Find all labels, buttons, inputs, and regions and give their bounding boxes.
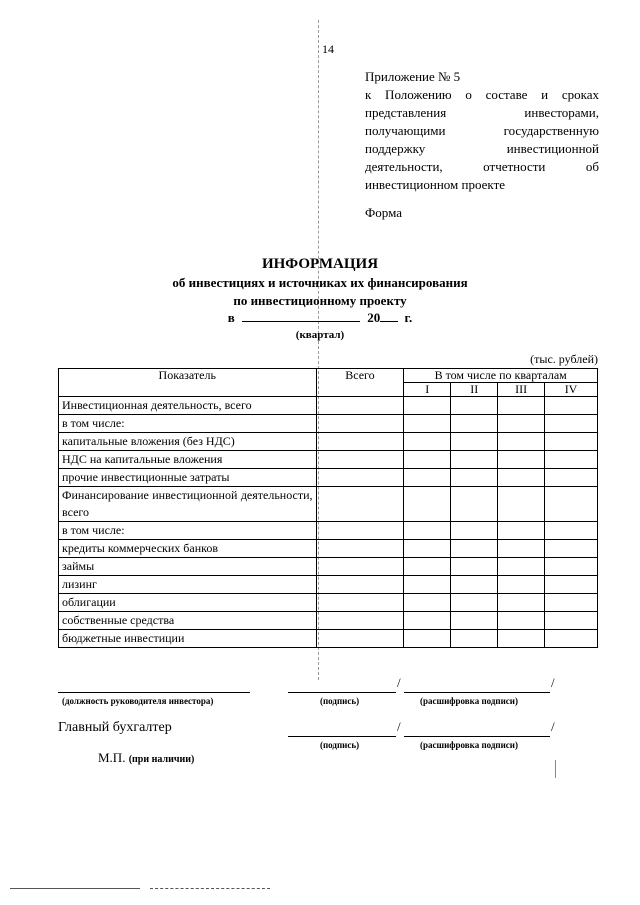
document-title: ИНФОРМАЦИЯ (261, 256, 379, 272)
appendix-line: представления инвесторами, (365, 105, 599, 120)
table-row (59, 594, 598, 612)
appendix-reference (365, 68, 599, 194)
cell-q2[interactable] (451, 522, 498, 540)
cell-q2[interactable] (451, 397, 498, 415)
row-label: облигации (59, 594, 317, 612)
chief-accountant-label: Главный бухгалтер (58, 720, 172, 735)
table-row (59, 433, 598, 451)
cell-q4[interactable] (545, 487, 598, 522)
header-total: Всего (316, 369, 404, 397)
chief-signature-separator: / (397, 719, 401, 734)
cell-total[interactable] (316, 540, 404, 558)
cell-q2[interactable] (451, 415, 498, 433)
chief-signature-caption: (подпись) (320, 740, 360, 750)
cell-q1[interactable] (404, 415, 451, 433)
quarter-blank-field[interactable] (242, 310, 360, 322)
cell-q3[interactable] (498, 397, 545, 415)
cell-q2[interactable] (451, 487, 498, 522)
cell-q4[interactable] (545, 451, 598, 469)
cell-q3[interactable] (498, 522, 545, 540)
table-row (59, 630, 598, 648)
cell-q2[interactable] (451, 451, 498, 469)
document-subtitle-project: по инвестиционному проекту (233, 293, 407, 308)
row-label: бюджетные инвестиции (59, 630, 317, 648)
cell-q4[interactable] (545, 415, 598, 433)
cell-q2[interactable] (451, 612, 498, 630)
cell-q4[interactable] (545, 558, 598, 576)
cell-total[interactable] (316, 469, 404, 487)
bottom-scan-edge (10, 888, 140, 889)
cell-q1[interactable] (404, 612, 451, 630)
cell-q2[interactable] (451, 630, 498, 648)
cell-q1[interactable] (404, 630, 451, 648)
cell-q4[interactable] (545, 576, 598, 594)
cell-q1[interactable] (404, 433, 451, 451)
chief-signature-line[interactable] (288, 736, 396, 737)
cell-q1[interactable] (404, 540, 451, 558)
seal-place (98, 750, 194, 766)
row-label: НДС на капитальные вложения (59, 451, 317, 469)
cell-q1[interactable] (404, 487, 451, 522)
year-blank-field[interactable] (380, 310, 398, 322)
cell-q1[interactable] (404, 451, 451, 469)
cell-q3[interactable] (498, 612, 545, 630)
cell-q3[interactable] (498, 415, 545, 433)
bottom-scan-edge-2 (150, 888, 270, 889)
period-caption: (квартал) (295, 329, 345, 341)
period-suffix: г. (404, 310, 413, 325)
cell-total[interactable] (316, 451, 404, 469)
header-quarter-2: II (451, 383, 498, 397)
cell-q1[interactable] (404, 522, 451, 540)
row-label: собственные средства (59, 612, 317, 630)
cell-q1[interactable] (404, 558, 451, 576)
cell-q3[interactable] (498, 451, 545, 469)
cell-total[interactable] (316, 594, 404, 612)
cell-q4[interactable] (545, 433, 598, 451)
row-label: капитальные вложения (без НДС) (59, 433, 317, 451)
table-row (59, 451, 598, 469)
investment-table (58, 368, 598, 648)
cell-q2[interactable] (451, 540, 498, 558)
table-row (59, 540, 598, 558)
row-label: кредиты коммерческих банков (59, 540, 317, 558)
appendix-line: инвестиционном проекте (365, 177, 506, 192)
decoding-separator: / (551, 675, 555, 690)
form-label: Форма (365, 205, 402, 220)
cell-q2[interactable] (451, 558, 498, 576)
header-indicator: Показатель (59, 369, 317, 397)
appendix-line: к Положению о составе и сроках (365, 87, 599, 102)
table-row (59, 522, 598, 540)
row-label: в том числе: (59, 415, 317, 433)
cell-total[interactable] (316, 397, 404, 415)
period-year: 20 (367, 310, 381, 325)
cell-q3[interactable] (498, 558, 545, 576)
table-row (59, 415, 598, 433)
appendix-line: поддержку инвестиционной (365, 141, 599, 156)
cell-q4[interactable] (545, 397, 598, 415)
cell-total[interactable] (316, 558, 404, 576)
row-label: лизинг (59, 576, 317, 594)
cell-q4[interactable] (545, 612, 598, 630)
chief-decoding-line[interactable] (404, 736, 550, 737)
reporting-period (0, 310, 640, 326)
cell-q2[interactable] (451, 469, 498, 487)
cell-q1[interactable] (404, 576, 451, 594)
row-label (59, 487, 317, 522)
table-row (59, 397, 598, 415)
page-number: 14 (322, 42, 334, 56)
table-row (59, 576, 598, 594)
table-row (59, 469, 598, 487)
units-label: (тыс. рублей) (530, 352, 598, 366)
appendix-line: Приложение № 5 (365, 69, 461, 84)
header-quarters-group: В том числе по кварталам (404, 369, 598, 383)
position-signature-line[interactable] (58, 692, 250, 693)
cell-total[interactable] (316, 487, 404, 522)
table-row (59, 558, 598, 576)
cell-total[interactable] (316, 576, 404, 594)
appendix-line: получающими государственную (365, 123, 599, 138)
header-quarter-3: III (498, 383, 545, 397)
row-label: займы (59, 558, 317, 576)
cell-q4[interactable] (545, 469, 598, 487)
cell-total[interactable] (316, 522, 404, 540)
seal-note: (при наличии) (128, 754, 195, 765)
cell-total[interactable] (316, 630, 404, 648)
cell-q2[interactable] (451, 576, 498, 594)
cell-q1[interactable] (404, 594, 451, 612)
header-quarter-4: IV (545, 383, 598, 397)
cell-q3[interactable] (498, 487, 545, 522)
cell-q3[interactable] (498, 594, 545, 612)
cell-q1[interactable] (404, 397, 451, 415)
cell-q1[interactable] (404, 469, 451, 487)
cell-q3[interactable] (498, 540, 545, 558)
cell-q2[interactable] (451, 433, 498, 451)
period-prefix: в (227, 310, 235, 325)
decoding-line[interactable] (404, 692, 550, 693)
cell-q3[interactable] (498, 469, 545, 487)
cell-q4[interactable] (545, 522, 598, 540)
document-subtitle: об инвестициях и источниках их финансирования (172, 275, 468, 290)
position-caption: (должность руководителя инвестора) (62, 696, 214, 706)
cell-q4[interactable] (545, 594, 598, 612)
chief-decoding-separator: / (551, 719, 555, 734)
signature-caption: (подпись) (320, 696, 360, 706)
scan-mark (555, 760, 556, 778)
signature-separator: / (397, 675, 401, 690)
table-row (59, 612, 598, 630)
appendix-line: деятельности, отчетности об (365, 159, 599, 174)
row-label: Инвестиционная деятельность, всего (59, 397, 317, 415)
cell-q3[interactable] (498, 630, 545, 648)
row-label: прочие инвестиционные затраты (59, 469, 317, 487)
seal-label: М.П. (98, 750, 126, 765)
cell-q3[interactable] (498, 433, 545, 451)
header-quarter-1: I (404, 383, 451, 397)
row-label: в том числе: (59, 522, 317, 540)
cell-total[interactable] (316, 433, 404, 451)
cell-total[interactable] (316, 415, 404, 433)
cell-total[interactable] (316, 612, 404, 630)
signature-line[interactable] (288, 692, 396, 693)
cell-q4[interactable] (545, 540, 598, 558)
chief-decoding-caption: (расшифровка подписи) (420, 740, 518, 750)
table-row (59, 487, 598, 522)
row-label-text: Финансирование инвестиционной деятельности, всего (62, 488, 313, 519)
cell-q2[interactable] (451, 594, 498, 612)
decoding-caption: (расшифровка подписи) (420, 696, 518, 706)
cell-q4[interactable] (545, 630, 598, 648)
cell-q3[interactable] (498, 576, 545, 594)
